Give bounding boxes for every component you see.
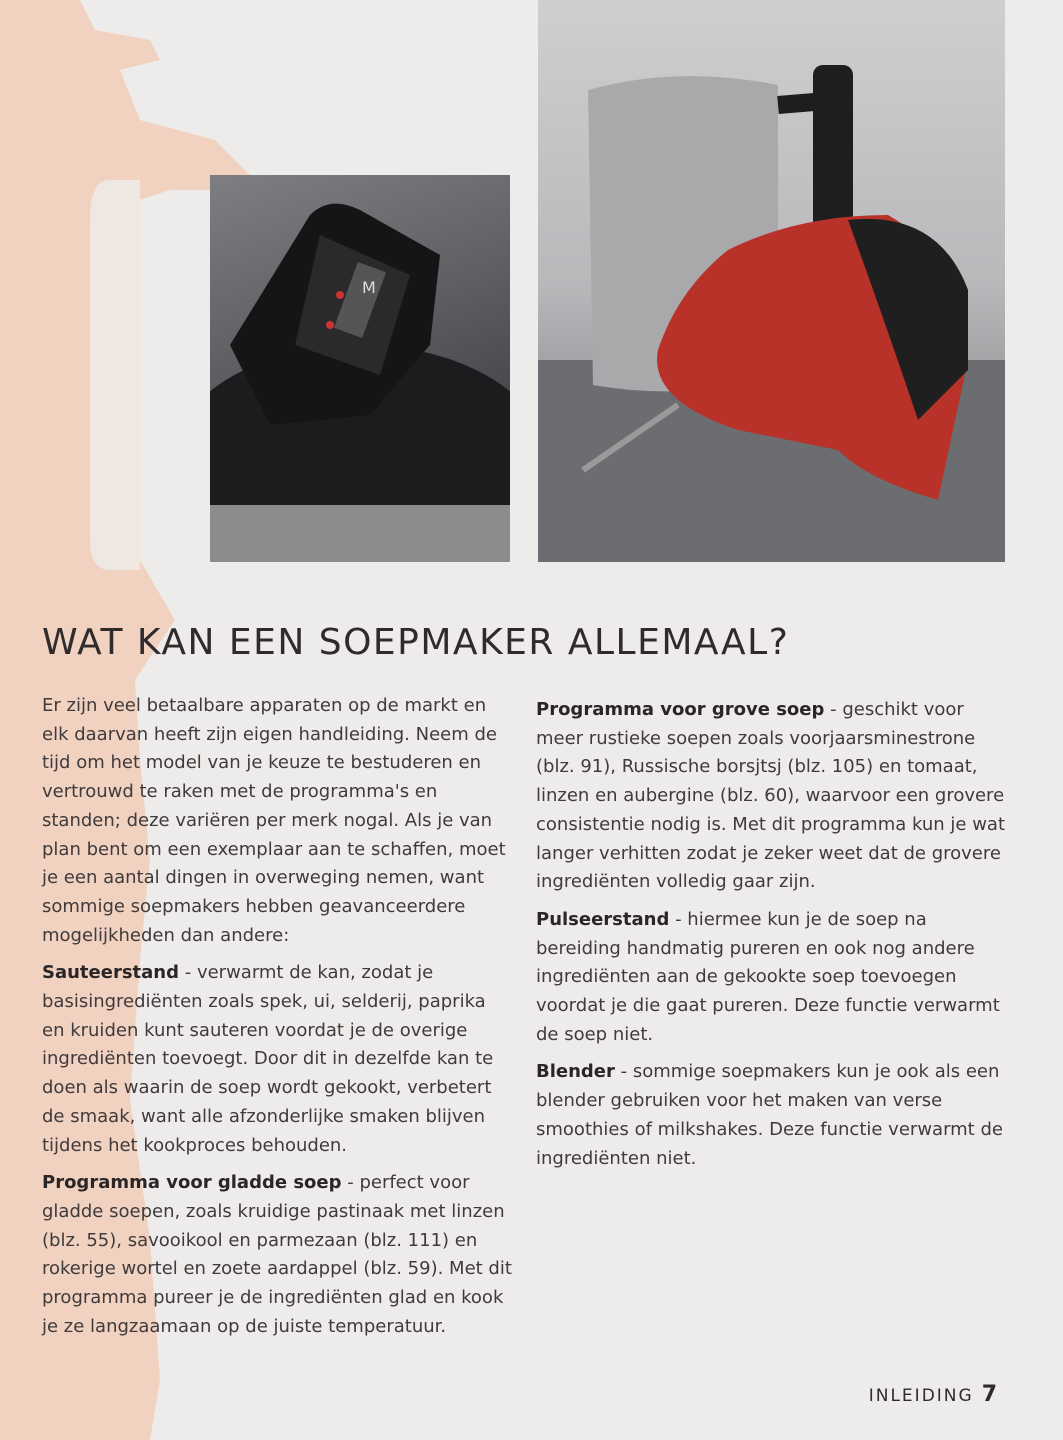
section-name: INLEIDING xyxy=(868,1386,974,1406)
right-column xyxy=(536,696,1006,1182)
feature-grove-soep xyxy=(536,696,1006,897)
button-m-label: M xyxy=(362,278,376,297)
feature-term: Programma voor grove soep xyxy=(536,699,825,720)
feature-description: - perfect voor gladde soepen, zoals kruidige pastinaak met linzen (blz. 55), savooikool en parmezaan (blz. 111) en rokerige wortel en zoete aardappel (blz. 59). Met dit programma pureer je de ingrediënten glad en kook je ze langzaamaan op de juiste temperatuur. xyxy=(42,1172,512,1337)
feature-sauteerstand xyxy=(42,959,512,1160)
feature-term: Blender xyxy=(536,1061,615,1083)
photo-control-panel xyxy=(210,175,510,562)
feature-term: Programma voor gladde soep xyxy=(42,1172,342,1194)
feature-description: - verwarmt de kan, zodat je basisingrediënten zoals spek, ui, selderij, paprika en kruiden kunt sauteren voordat je de overige ingrediënten toevoegt. Door dit in dezelfde kan te doen als waarin de soep wordt gekookt, verbetert de smaak, want alle afzonderlijke smaken blijven tijdens het kookproces behouden. xyxy=(42,962,494,1156)
feature-blender xyxy=(536,1058,1006,1173)
page-heading: WAT KAN EEN SOEPMAKER ALLEMAAL? xyxy=(42,622,790,663)
left-column xyxy=(42,692,512,1350)
photo-soup-maker-lid xyxy=(538,0,1005,562)
intro-paragraph: Er zijn veel betaalbare apparaten op de markt en elk daarvan heeft zijn eigen handleiding. Neem de tijd om het model van je keuze te bestuderen en vertrouwd te raken met de programma's en standen; deze variëren per merk nogal. Als je van plan bent om een exemplaar aan te schaffen, moet je een aantal dingen in overweging nemen, want sommige soepmakers hebben geavanceerdere mogelijkheden dan andere: xyxy=(42,695,506,946)
feature-description: - hiermee kun je de soep na bereiding handmatig pureren en ook nog andere ingrediënten aan de gekookte soep toevoegen voordat je die gaat pureren. Deze functie verwarmt de soep niet. xyxy=(536,908,1000,1045)
page-footer xyxy=(869,1382,997,1407)
page-number: 7 xyxy=(981,1382,997,1407)
feature-pulseerstand xyxy=(536,906,1006,1050)
feature-term: Sauteerstand xyxy=(42,962,179,984)
feature-gladde-soep xyxy=(42,1169,512,1341)
feature-description: - sommige soepmakers kun je ook als een blender gebruiken voor het maken van verse smoothies of milkshakes. Deze functie verwarmt de ingrediënten niet. xyxy=(536,1061,1003,1169)
feature-description: - geschikt voor meer rustieke soepen zoals voorjaarsminestrone (blz. 91), Russische borsjtsj (blz. 105) en tomaat, linzen en aubergine (blz. 60), waarvoor een grovere consistentie nodig is. Met dit programma kun je wat langer verhitten zodat je zeker weet dat de grovere ingrediënten volledig gaar zijn. xyxy=(536,699,1006,893)
feature-term: Pulseerstand xyxy=(536,908,670,930)
